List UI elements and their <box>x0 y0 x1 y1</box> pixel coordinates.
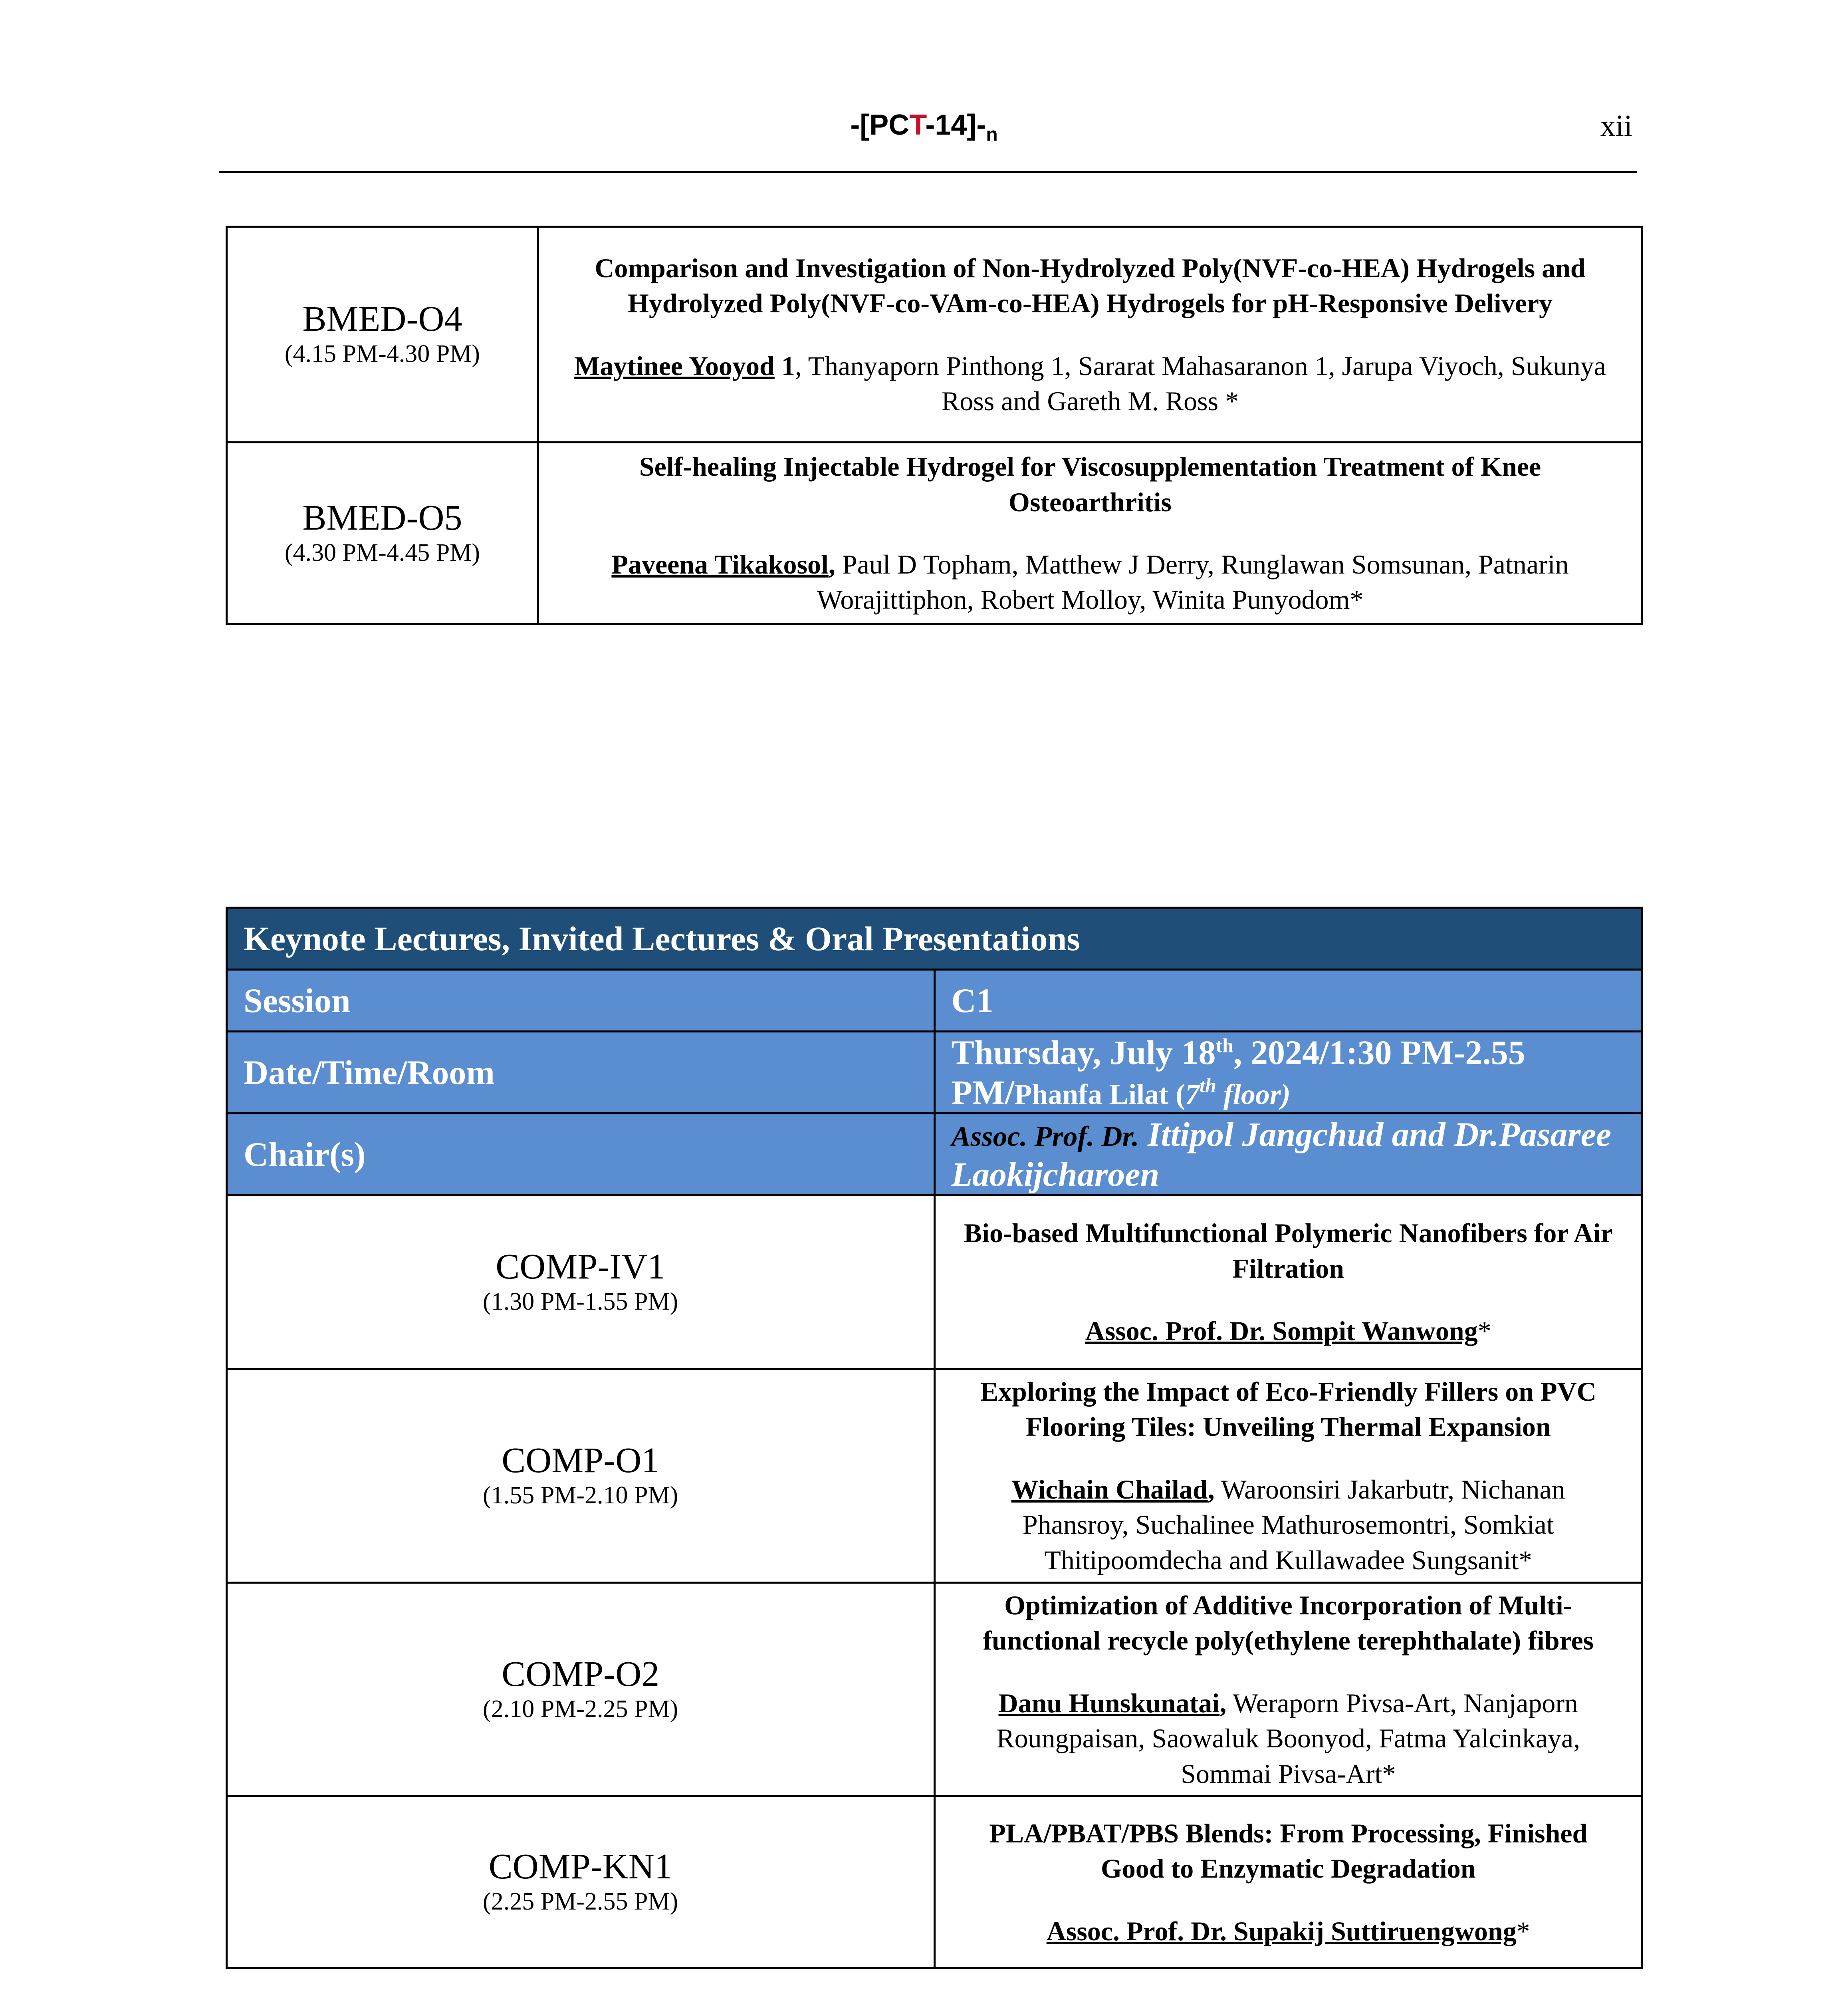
presentation-title: Comparison and Investigation of Non-Hydrolyzed Poly(NVF-co-HEA) Hydrogels and Hydrolyzed Poly(NVF-co-VAm-co-HEA) Hydrogels for pH-Responsive Delivery <box>595 252 1586 319</box>
presenter-name: Paveena Tikakosol <box>611 549 829 580</box>
code-cell <box>227 443 538 624</box>
date-value <box>934 1032 1642 1114</box>
code-cell <box>227 1582 935 1796</box>
content-cell <box>538 443 1642 624</box>
floor-word: floor) <box>1216 1078 1291 1110</box>
chair-title: Assoc. Prof. Dr. <box>951 1120 1139 1152</box>
running-header <box>0 109 1848 145</box>
authors <box>563 348 1617 419</box>
code-cell <box>227 227 538 443</box>
coauthors: Waroonsiri Jakarbutr, Nichanan Phansroy, Suchalinee Mathurosemontri, Somkiat Thitipoomdecha and Kullawadee Sungsanit* <box>1022 1474 1565 1575</box>
header-suffix: -14]- <box>925 109 986 141</box>
comp-session-table <box>226 907 1643 1969</box>
authors <box>960 1914 1618 1949</box>
presenter-suffix: 1 <box>774 350 795 381</box>
content-cell <box>934 1582 1642 1796</box>
presenter-name: Maytinee Yooyod <box>574 350 775 381</box>
presentation-code: COMP-O1 <box>502 1440 660 1480</box>
coauthors: , Thanyaporn Pinthong 1, Sararat Mahasaranon 1, Jarupa Viyoch, Sukunya Ross and Gareth M. Ross * <box>795 350 1606 416</box>
presenter-name: Wichain Chailad <box>1011 1474 1208 1505</box>
presenter-suffix: , <box>1208 1474 1215 1505</box>
presenter-suffix: * <box>1477 1316 1491 1346</box>
presentation-time: (2.25 PM-2.55 PM) <box>483 1888 678 1916</box>
content-cell <box>934 1195 1642 1369</box>
code-cell <box>227 1195 935 1369</box>
presentation-title: Self-healing Injectable Hydrogel for Viscosupplementation Treatment of Knee Osteoarthritis <box>639 451 1541 517</box>
session-label: Session <box>227 970 935 1032</box>
room-name: Phanfa Lilat ( <box>1014 1078 1186 1110</box>
code-cell <box>227 1369 935 1583</box>
presenter-name: Danu Hunskunatai <box>998 1687 1220 1718</box>
floor-sup: th <box>1200 1074 1216 1097</box>
table-row <box>227 1582 1642 1796</box>
authors <box>960 1685 1618 1791</box>
table-row <box>227 1195 1642 1369</box>
date-sup: th <box>1215 1034 1233 1057</box>
presentation-time: (4.30 PM-4.45 PM) <box>284 539 480 566</box>
chair-value <box>934 1114 1642 1195</box>
presentation-code: BMED-O4 <box>302 299 462 339</box>
presentation-code: COMP-O2 <box>502 1654 660 1694</box>
presentation-time: (1.30 PM-1.55 PM) <box>483 1288 678 1315</box>
floor-number: 7 <box>1185 1078 1200 1110</box>
authors <box>960 1313 1618 1348</box>
date-label: Date/Time/Room <box>227 1032 935 1114</box>
date-rest: , 2024/1:30 PM-2.55 PM/ <box>951 1033 1525 1112</box>
presentation-title: PLA/PBAT/PBS Blends: From Processing, Finished Good to Enzymatic Degradation <box>989 1818 1588 1884</box>
presentation-time: (4.15 PM-4.30 PM) <box>284 340 480 368</box>
header-rule <box>219 171 1637 173</box>
table-row <box>227 227 1642 443</box>
session-title: Keynote Lectures, Invited Lectures & Oral Presentations <box>227 908 1642 970</box>
chair-label: Chair(s) <box>227 1114 935 1195</box>
coauthors: Paul D Topham, Matthew J Derry, Runglawan Somsunan, Patnarin Worajittiphon, Robert Molloy, Winita Punyodom* <box>817 549 1569 615</box>
presenter-name: Assoc. Prof. Dr. Sompit Wanwong <box>1085 1316 1478 1346</box>
content-cell <box>934 1796 1642 1968</box>
bmed-schedule-table <box>226 226 1643 625</box>
date-main: Thursday, July 18 <box>951 1033 1216 1072</box>
header-subscript: n <box>986 124 998 145</box>
authors <box>960 1472 1618 1578</box>
coauthors: Weraporn Pivsa-Art, Nanjaporn Roungpaisan, Saowaluk Boonyod, Fatma Yalcinkaya, Sommai Pivsa-Art* <box>996 1687 1580 1789</box>
content-cell <box>538 227 1642 443</box>
page-number: xii <box>1600 109 1632 143</box>
presentation-time: (2.10 PM-2.25 PM) <box>483 1695 678 1723</box>
header-prefix: -[PC <box>850 109 910 141</box>
presenter-suffix: * <box>1516 1916 1530 1946</box>
presentation-code: COMP-KN1 <box>488 1847 672 1887</box>
presentation-time: (1.55 PM-2.10 PM) <box>483 1481 678 1509</box>
presentation-title: Optimization of Additive Incorporation of Multi-functional recycle poly(ethylene terephthalate) fibres <box>983 1590 1594 1656</box>
presenter-suffix: , <box>1219 1687 1227 1718</box>
presentation-code: COMP-IV1 <box>496 1247 666 1286</box>
session-title-row <box>227 908 1642 970</box>
date-row <box>227 1032 1642 1114</box>
table-row <box>227 443 1642 624</box>
presentation-title: Bio-based Multifunctional Polymeric Nanofibers for Air Filtration <box>964 1218 1613 1284</box>
code-cell <box>227 1796 935 1968</box>
chair-names: Ittipol Jangchud and Dr.Pasaree Laokijcharoen <box>951 1115 1612 1193</box>
presentation-code: BMED-O5 <box>302 498 462 538</box>
session-row <box>227 970 1642 1032</box>
chair-row <box>227 1114 1642 1195</box>
header-red-letter: T <box>909 109 926 141</box>
table-row <box>227 1369 1642 1583</box>
presentation-title: Exploring the Impact of Eco-Friendly Fillers on PVC Flooring Tiles: Unveiling Thermal Expansion <box>980 1376 1596 1442</box>
presenter-suffix: , <box>828 549 835 580</box>
table-row <box>227 1796 1642 1968</box>
content-cell <box>934 1369 1642 1583</box>
authors <box>563 547 1617 617</box>
presenter-name: Assoc. Prof. Dr. Supakij Suttiruengwong <box>1046 1916 1517 1946</box>
session-value: C1 <box>934 970 1642 1032</box>
